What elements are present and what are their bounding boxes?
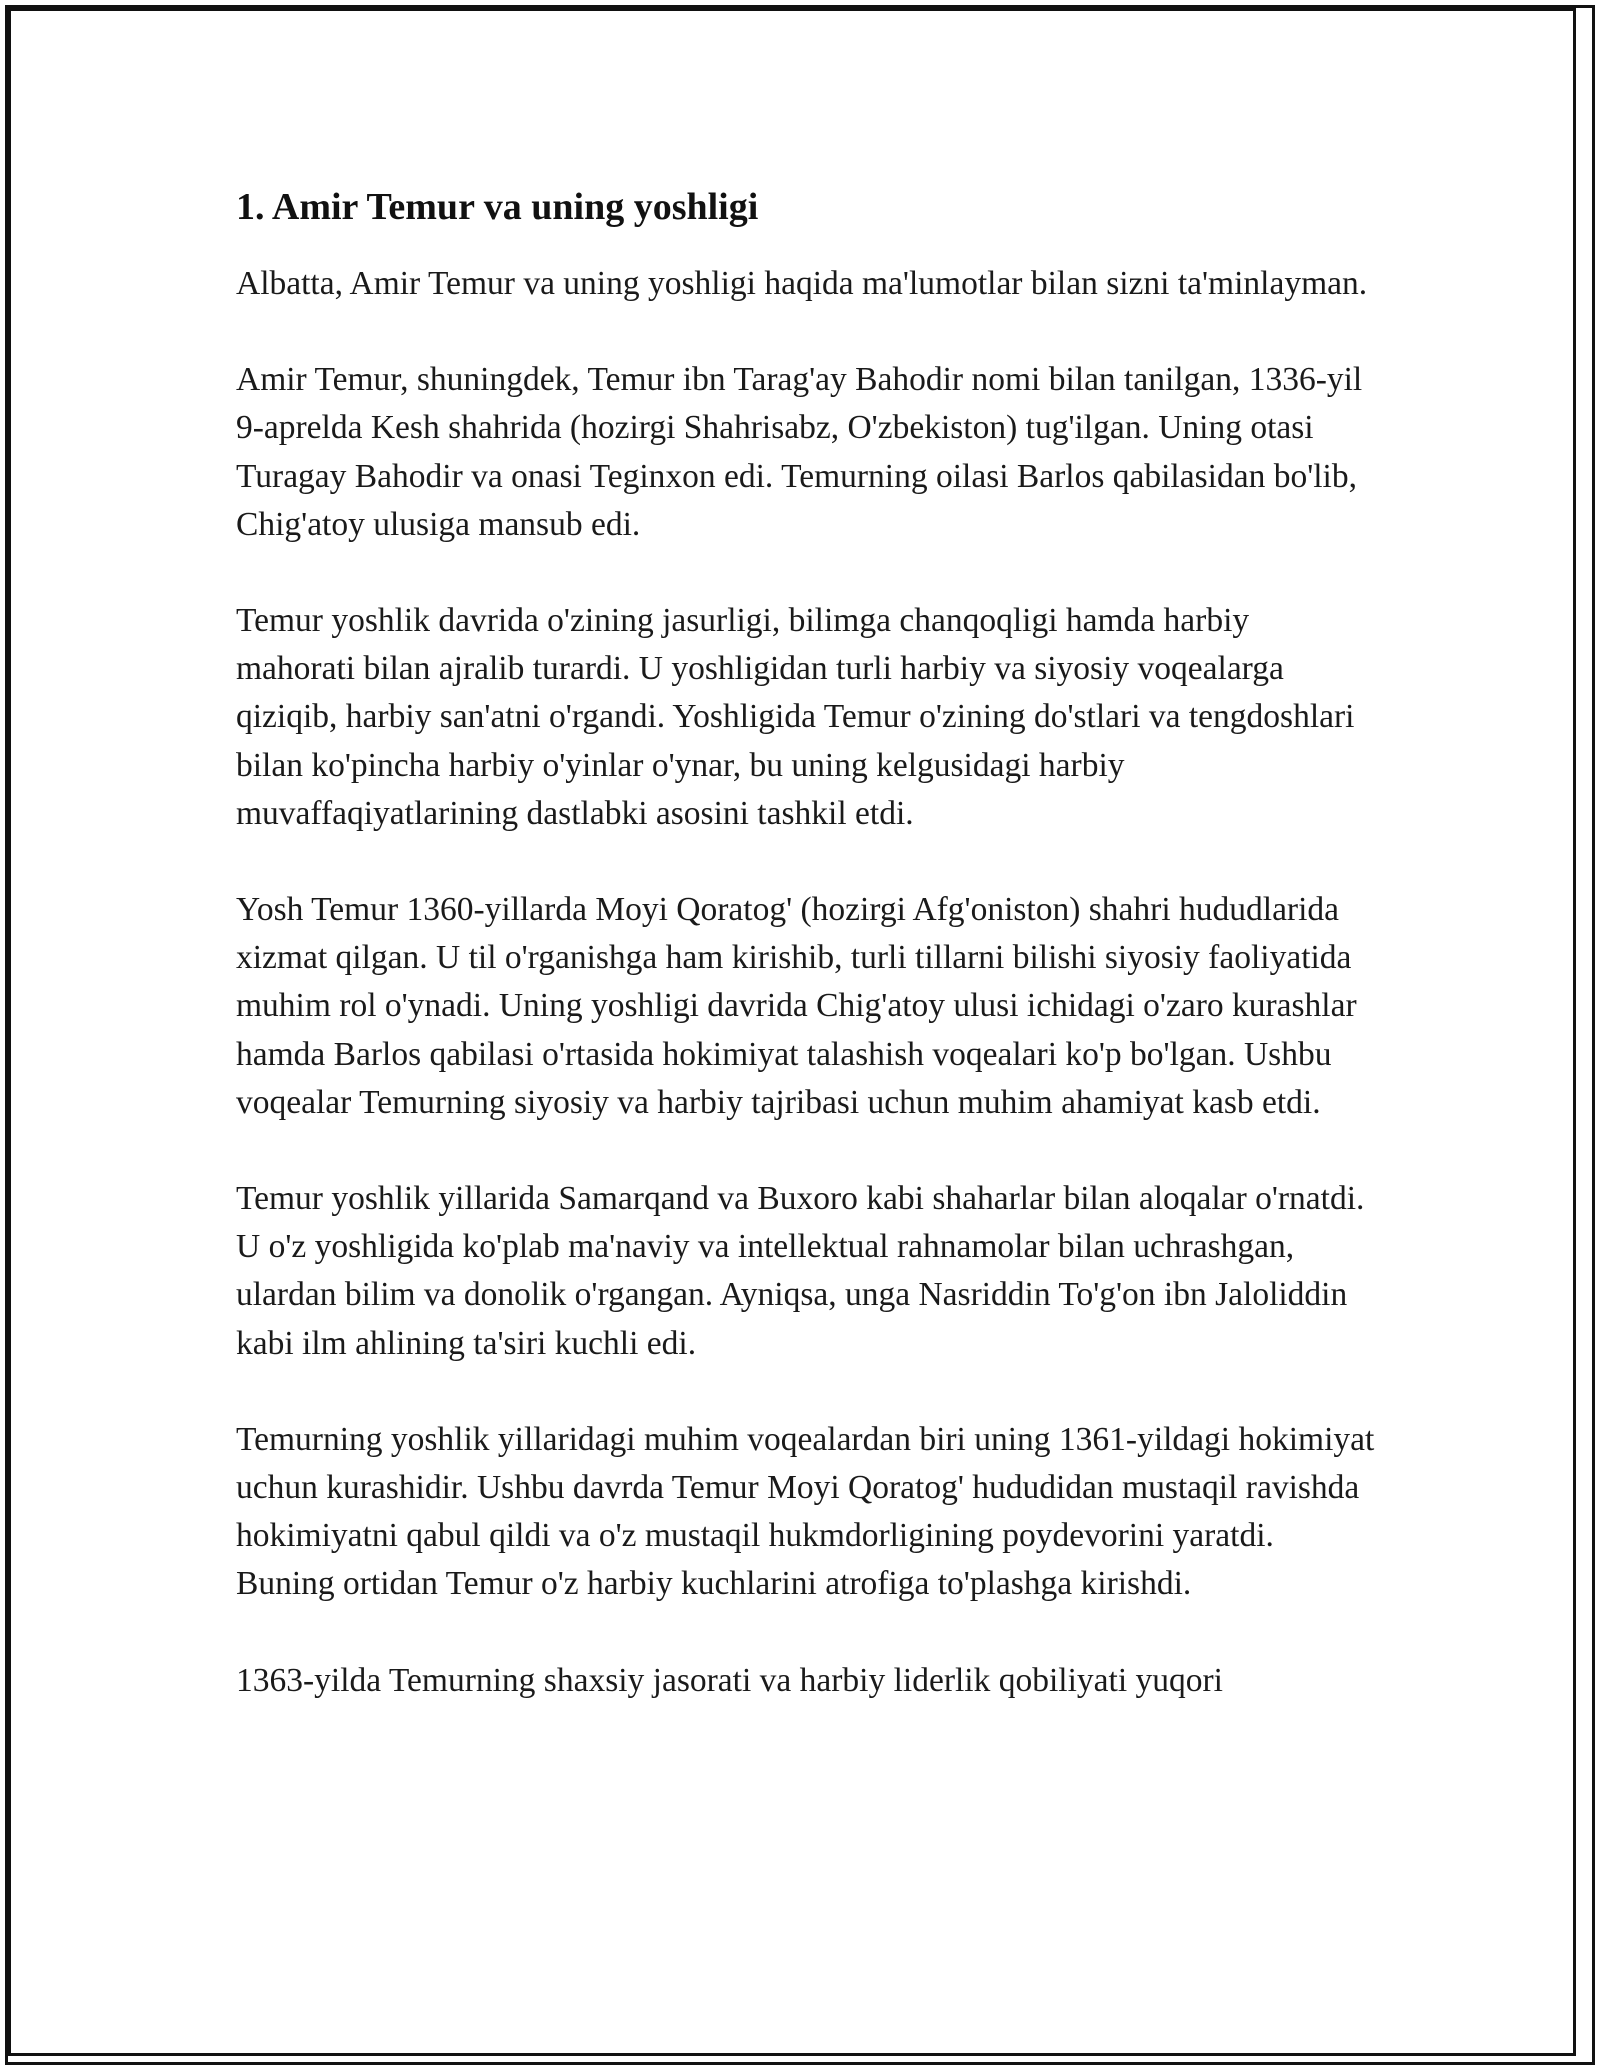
paragraph-1363: 1363-yilda Temurning shaxsiy jasorati va harbiy liderlik qobiliyati yuqori [236,1661,1223,1699]
document-title: 1. Amir Temur va uning yoshligi [236,186,759,228]
document-body [236,184,1376,1753]
paragraph-birth: Amir Temur, shuningdek, Temur ibn Tarag'ay Bahodir nomi bilan tanilgan, 1336-yil 9-aprelda Kesh shahrida (hozirgi Shahrisabz, O'zbekiston) tug'ilgan. Uning otasi Turagay Bahodir va onasi Teginxon edi. Temurning oilasi Barlos qabilasidan bo'lib, Chig'atoy ulusiga mansub edi. [236,361,1363,543]
paragraph-mentors: Temur yoshlik yillarida Samarqand va Buxoro kabi shaharlar bilan aloqalar o'rnatdi. U o'z yoshligida ko'plab ma'naviy va intellektual rahnamolar bilan uchrashgan, ulardan bilim va donolik o'rgangan. Ayniqsa, unga Nasriddin To'g'on ibn Jaloliddin kabi ilm ahlining ta'siri kuchli edi. [236,1180,1365,1362]
paragraph-power-struggle: Temurning yoshlik yillaridagi muhim voqealardan biri uning 1361-yildagi hokimiyat uchun kurashidir. Ushbu davrda Temur Moyi Qoratog' hududidan mustaqil ravishda hokimiyatni qabul qildi va o'z mustaqil hukmdorligining poydevorini yaratdi. Buning ortidan Temur o'z harbiy kuchlarini atrofiga to'plashga kirishdi. [236,1420,1375,1603]
paragraph-intro: Albatta, Amir Temur va uning yoshligi haqida ma'lumotlar bilan sizni ta'minlayman. [236,265,1368,302]
paragraph-service: Yosh Temur 1360-yillarda Moyi Qoratog' (hozirgi Afg'oniston) shahri hududlarida xizmat qilgan. U til o'rganishga ham kirishib, turli tillarni bilishi siyosiy faoliyatida muhim rol o'ynadi. Uning yoshligi davrida Chig'atoy ulusi ichidagi o'zaro kurashlar hamda Barlos qabilasi o'rtasida hokimiyat talashish voqealari ko'p bo'lgan. Ushbu voqealar Temurning siyosiy va harbiy tajribasi uchun muhim ahamiyat kasb etdi. [236,891,1357,1121]
paragraph-youth-traits: Temur yoshlik davrida o'zining jasurligi, bilimga chanqoqligi hamda harbiy mahorati bilan ajralib turardi. U yoshligidan turli harbiy va siyosiy voqealarga qiziqib, harbiy san'atni o'rgandi. Yoshligida Temur o'zining do'stlari va tengdoshlari bilan ko'pincha harbiy o'yinlar o'ynar, bu uning kelgusidagi harbiy muvaffaqiyatlarining dastlabki asosini tashkil etdi. [236,602,1355,832]
